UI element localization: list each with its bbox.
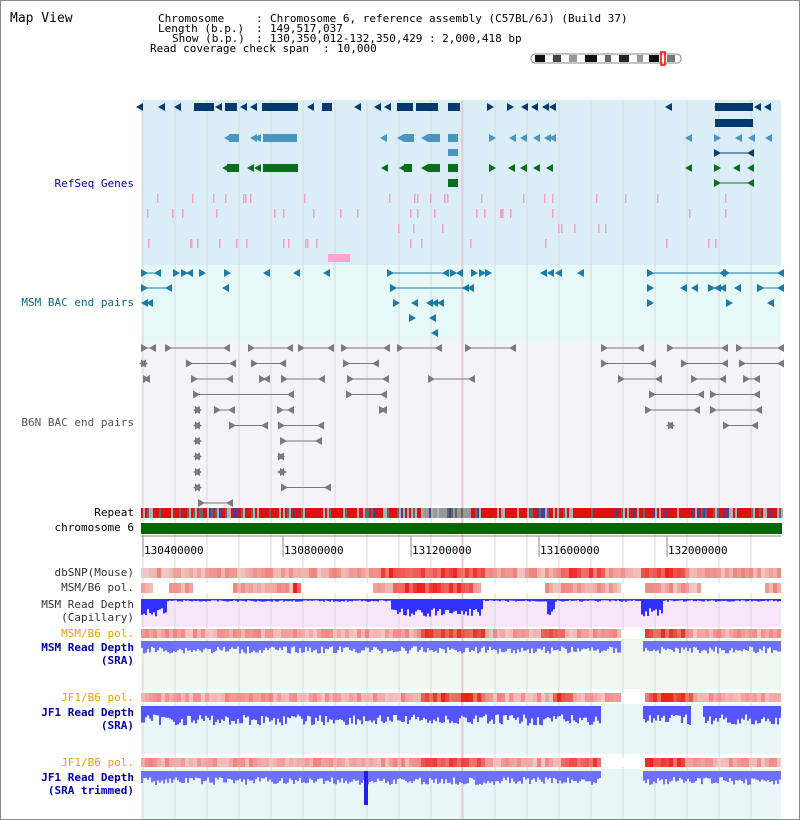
- track-label-refseq[interactable]: RefSeq Genes: [54, 177, 134, 190]
- gene-glyph: [227, 164, 239, 172]
- track-label-msm-bac[interactable]: MSM BAC end pairs: [21, 296, 134, 309]
- gene-glyph: [416, 103, 438, 111]
- ruler-tick-2: 130800000: [284, 544, 344, 557]
- header-sep-1: :: [256, 12, 263, 25]
- coverage-key: Read coverage check span: [150, 42, 309, 55]
- page-title: Map View: [10, 11, 73, 26]
- header-sep-2: :: [256, 22, 263, 35]
- gene-glyph: [328, 254, 350, 262]
- gene-glyph: [136, 103, 143, 111]
- ruler-tick-1: 130400000: [144, 544, 204, 557]
- track-label-msm-b6-pol-2[interactable]: MSM/B6 pol.: [61, 627, 134, 640]
- track-label-repeat: Repeat: [94, 506, 134, 519]
- show-value: 130,350,012-132,350,429 : 2,000,418 bp: [270, 32, 522, 45]
- track-label-msm-b6-pol-1[interactable]: MSM/B6 pol.: [61, 581, 134, 594]
- gene-glyph: [229, 134, 239, 142]
- ruler-tick-4: 131600000: [540, 544, 600, 557]
- track-label-msm-depth-cap-2: (Capillary): [61, 611, 134, 624]
- gene-glyph: [262, 103, 298, 111]
- gene-glyph: [715, 119, 753, 127]
- gene-glyph: [225, 103, 237, 111]
- chromosome-key: Chromosome: [158, 12, 225, 25]
- track-label-jf1-depth-sra-1[interactable]: JF1 Read Depth: [41, 706, 134, 719]
- length-key: Length (b.p.): [158, 22, 245, 35]
- gene-glyph: [448, 179, 458, 187]
- gene-glyph: [448, 103, 460, 111]
- gene-glyph: [448, 149, 458, 156]
- track-label-msm-depth-cap-1[interactable]: MSM Read Depth: [41, 598, 134, 611]
- coverage-value: 10,000: [337, 42, 377, 55]
- header-sep-3: :: [256, 32, 263, 45]
- chromosome-bar: [141, 523, 782, 534]
- track-label-msm-depth-sra-2: (SRA): [100, 654, 134, 667]
- show-key: Show (b.p.): [172, 32, 245, 45]
- header-sep-4: :: [323, 42, 330, 55]
- gene-glyph: [428, 164, 440, 172]
- length-value: 149,517,037: [270, 22, 343, 35]
- ruler-tick-5: 132000000: [668, 544, 728, 557]
- track-label-jf1-depth-trim-2: (SRA trimmed): [47, 784, 134, 797]
- chromosome-value: Chromosome 6, reference assembly (C57BL/6J) (Build 37): [270, 12, 628, 25]
- ruler-tick-3: 131200000: [412, 544, 472, 557]
- gene-glyph: [263, 134, 297, 142]
- gene-glyph: [322, 103, 332, 111]
- track-label-jf1-b6-pol-2[interactable]: JF1/B6 pol.: [61, 756, 134, 769]
- repeat-track-bar: [141, 508, 783, 518]
- chromosome-ideogram[interactable]: [531, 52, 681, 65]
- track-label-b6n-bac[interactable]: B6N BAC end pairs: [21, 416, 134, 429]
- gene-glyph: [404, 134, 414, 142]
- gene-glyph: [404, 164, 412, 172]
- gene-glyph: [397, 103, 413, 111]
- gene-glyph: [715, 103, 753, 111]
- gene-glyph: [263, 164, 298, 172]
- track-label-msm-depth-sra-1[interactable]: MSM Read Depth: [41, 641, 134, 654]
- gene-glyph: [448, 164, 458, 172]
- track-label-jf1-depth-sra-2: (SRA): [100, 719, 134, 732]
- track-label-chromosome: chromosome 6: [54, 521, 134, 534]
- gene-glyph: [428, 134, 440, 142]
- track-label-dbsnp[interactable]: dbSNP(Mouse): [54, 566, 134, 579]
- track-label-jf1-b6-pol-1[interactable]: JF1/B6 pol.: [61, 691, 134, 704]
- track-label-jf1-depth-trim-1[interactable]: JF1 Read Depth: [41, 771, 134, 784]
- gene-glyph: [448, 134, 458, 142]
- gene-glyph: [194, 103, 214, 111]
